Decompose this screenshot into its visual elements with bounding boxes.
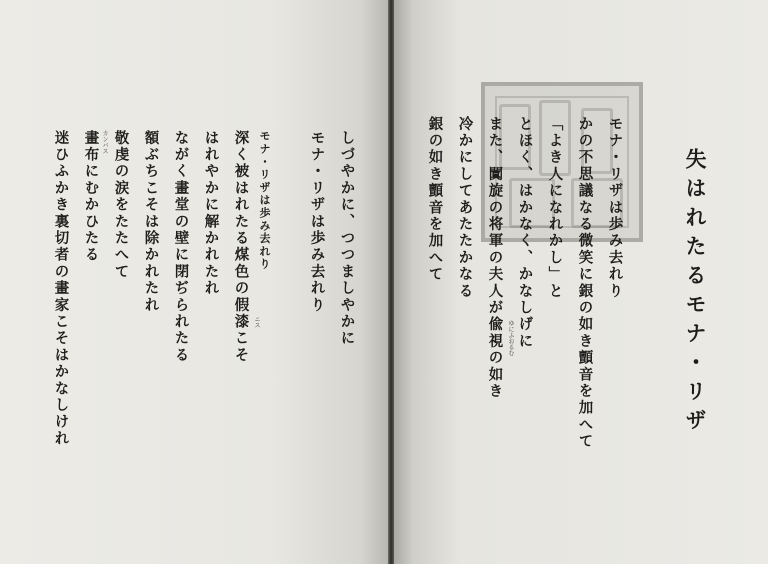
poem-line: 深く被はれたる煤色の假漆こそ bbox=[232, 130, 250, 364]
poem-line: 敬虔の涙をたたへて bbox=[112, 130, 130, 281]
poem-line: しづやかに、つつましやかに bbox=[338, 130, 356, 348]
ruby-annotation: ニス bbox=[253, 316, 260, 328]
poem-title: 失はれたるモナ・リザ bbox=[683, 148, 708, 438]
poem-line: 「よき人になれかし」と bbox=[546, 116, 564, 300]
poem-line: モナ・リザは歩み去れり bbox=[308, 130, 326, 314]
poem-line: はれやかに解かれたれ bbox=[202, 130, 220, 297]
poem-line: 額ぶちこそは除かれたれ bbox=[142, 130, 160, 314]
poem-line: とほく、はかなく、かなしげに bbox=[516, 116, 534, 350]
poem-line: 銀の如き顫音を加へて bbox=[426, 116, 444, 283]
poem-line: 冷かにしてあたたかなる bbox=[456, 116, 474, 300]
poem-line: 畫布にむかひたる bbox=[82, 130, 100, 264]
poem-line: また、闐旋の将軍の夫人が偸視の如き bbox=[486, 116, 504, 400]
poem-line: モナ・リザは歩み去れり bbox=[258, 130, 271, 271]
poem-line: ながく畫堂の壁に閉ぢられたる bbox=[172, 130, 190, 364]
ruby-annotation: ゆにふおるむ bbox=[507, 320, 514, 356]
poem-line: モナ・リザは歩み去れり bbox=[606, 116, 624, 300]
poem-line: 迷ひふかき裏切者の畫家こそはかなしけれ bbox=[52, 130, 70, 448]
right-page bbox=[394, 0, 768, 564]
ruby-annotation: カンバス bbox=[101, 130, 108, 154]
poem-line: かの不思議なる微笑に銀の如き顫音を加へて bbox=[576, 116, 594, 450]
